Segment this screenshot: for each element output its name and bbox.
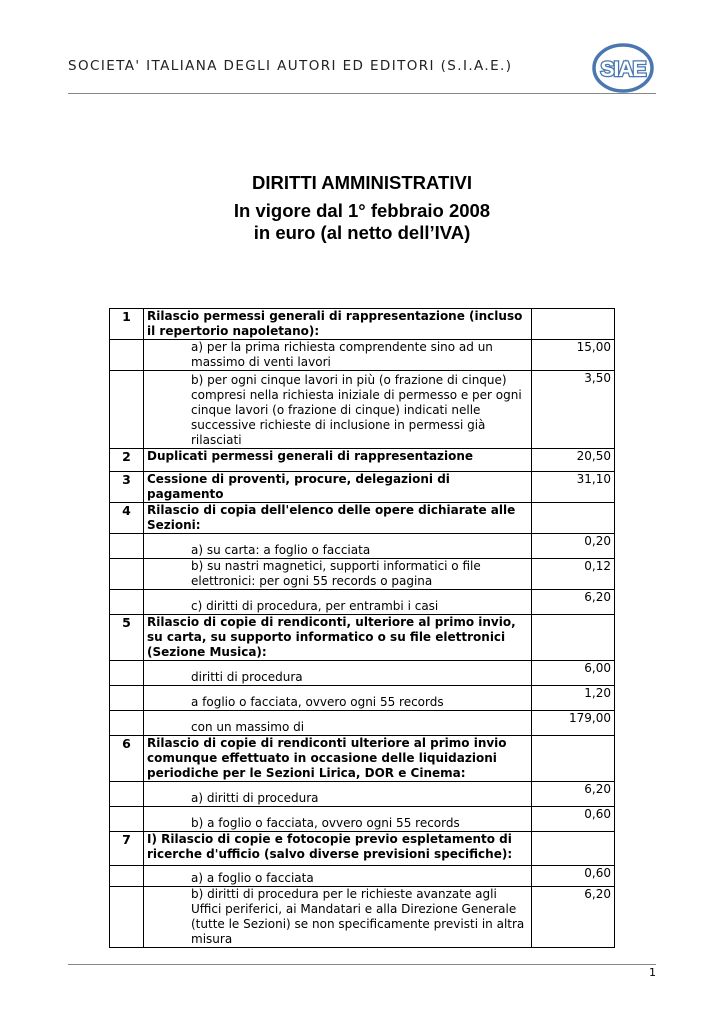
item-description: con un massimo di xyxy=(144,711,532,736)
fee-amount: 20,50 xyxy=(532,449,615,472)
section-heading: Rilascio di copie di rendiconti ulteriore al primo invio comunque effettuato in occasione delle liquidazioni periodiche per le Sezioni Lirica, DOR e Cinema: xyxy=(144,736,532,782)
row-number xyxy=(110,590,144,615)
table-row xyxy=(110,832,615,866)
row-number xyxy=(110,534,144,559)
row-number: 6 xyxy=(110,736,144,782)
row-number: 2 xyxy=(110,449,144,472)
header-organization: SOCIETA' ITALIANA DEGLI AUTORI ED EDITORI (S.I.A.E.) xyxy=(68,58,513,74)
footer-divider xyxy=(68,964,656,965)
section-heading: Rilascio di copie di rendiconti, ulteriore al primo invio, su carta, su supporto informatico o su file elettronici (Sezione Musica): xyxy=(144,615,532,661)
fee-amount: 0,12 xyxy=(532,559,615,590)
table-row xyxy=(110,736,615,782)
fee-amount xyxy=(532,503,615,534)
fee-amount: 6,20 xyxy=(532,887,615,948)
row-number: 1 xyxy=(110,309,144,340)
row-number xyxy=(110,782,144,807)
table-row xyxy=(110,590,615,615)
row-number: 5 xyxy=(110,615,144,661)
table-row xyxy=(110,686,615,711)
fee-amount: 0,60 xyxy=(532,807,615,832)
fee-amount: 31,10 xyxy=(532,472,615,503)
row-number xyxy=(110,371,144,449)
item-description: a foglio o facciata, ovvero ogni 55 records xyxy=(144,686,532,711)
row-number: 3 xyxy=(110,472,144,503)
row-number xyxy=(110,866,144,887)
row-number: 7 xyxy=(110,832,144,866)
fee-amount xyxy=(532,736,615,782)
page-number: 1 xyxy=(649,966,656,979)
table-row xyxy=(110,534,615,559)
table-row xyxy=(110,449,615,472)
fee-amount: 0,60 xyxy=(532,866,615,887)
row-number xyxy=(110,559,144,590)
row-number xyxy=(110,686,144,711)
table-row xyxy=(110,615,615,661)
item-description: a) per la prima richiesta comprendente sino ad un massimo di venti lavori xyxy=(144,340,532,371)
row-number xyxy=(110,807,144,832)
table-row xyxy=(110,340,615,371)
table-row xyxy=(110,661,615,686)
siae-logo xyxy=(592,43,654,93)
fee-amount xyxy=(532,309,615,340)
table-row xyxy=(110,887,615,948)
item-description: c) diritti di procedura, per entrambi i casi xyxy=(144,590,532,615)
row-number xyxy=(110,711,144,736)
fee-amount: 1,20 xyxy=(532,686,615,711)
fees-table-body xyxy=(110,309,615,948)
table-row xyxy=(110,782,615,807)
table-row xyxy=(110,472,615,503)
fee-amount: 6,20 xyxy=(532,782,615,807)
item-description: b) su nastri magnetici, supporti informatici o file elettronici: per ogni 55 records o pagina xyxy=(144,559,532,590)
table-row xyxy=(110,866,615,887)
fee-amount xyxy=(532,615,615,661)
document-subtitle-currency: in euro (al netto dell’IVA) xyxy=(253,222,471,243)
logo-text: SIAE xyxy=(600,58,646,81)
section-heading: I) Rilascio di copie e fotocopie previo espletamento di ricerche d'ufficio (salvo diverse previsioni specifiche): xyxy=(144,832,532,866)
row-number xyxy=(110,887,144,948)
table-row xyxy=(110,503,615,534)
item-description: b) per ogni cinque lavori in più (o frazione di cinque) compresi nella richiesta iniziale di permesso e per ogni cinque lavori (o frazione di cinque) indicati nelle successive richieste di inclusione in permessi già rilasciati xyxy=(144,371,532,449)
fee-amount: 3,50 xyxy=(532,371,615,449)
row-number: 4 xyxy=(110,503,144,534)
table-row xyxy=(110,371,615,449)
item-description: a) diritti di procedura xyxy=(144,782,532,807)
fee-amount: 15,00 xyxy=(532,340,615,371)
table-row xyxy=(110,807,615,832)
item-description: b) a foglio o facciata, ovvero ogni 55 records xyxy=(144,807,532,832)
table-row xyxy=(110,309,615,340)
row-number xyxy=(110,661,144,686)
table-row xyxy=(110,711,615,736)
fee-amount: 6,00 xyxy=(532,661,615,686)
section-heading: Rilascio permessi generali di rappresentazione (incluso il repertorio napoletano): xyxy=(144,309,532,340)
item-description: a) su carta: a foglio o facciata xyxy=(144,534,532,559)
fee-amount: 6,20 xyxy=(532,590,615,615)
table-row xyxy=(110,559,615,590)
document-title: DIRITTI AMMINISTRATIVI xyxy=(252,172,472,193)
section-heading: Rilascio di copia dell'elenco delle opere dichiarate alle Sezioni: xyxy=(144,503,532,534)
row-number xyxy=(110,340,144,371)
fee-amount: 179,00 xyxy=(532,711,615,736)
section-heading: Cessione di proventi, procure, delegazioni di pagamento xyxy=(144,472,532,503)
section-heading: Duplicati permessi generali di rappresentazione xyxy=(144,449,532,472)
document-subtitle-date: In vigore dal 1° febbraio 2008 xyxy=(233,200,491,221)
item-description: b) diritti di procedura per le richieste avanzate agli Uffici periferici, ai Mandatari e alla Direzione Generale (tutte le Sezioni) se non specificamente previsti in altra misura xyxy=(144,887,532,948)
fee-amount xyxy=(532,832,615,866)
item-description: diritti di procedura xyxy=(144,661,532,686)
header-divider xyxy=(68,93,656,94)
item-description: a) a foglio o facciata xyxy=(144,866,532,887)
fee-amount: 0,20 xyxy=(532,534,615,559)
fees-table xyxy=(109,308,615,948)
